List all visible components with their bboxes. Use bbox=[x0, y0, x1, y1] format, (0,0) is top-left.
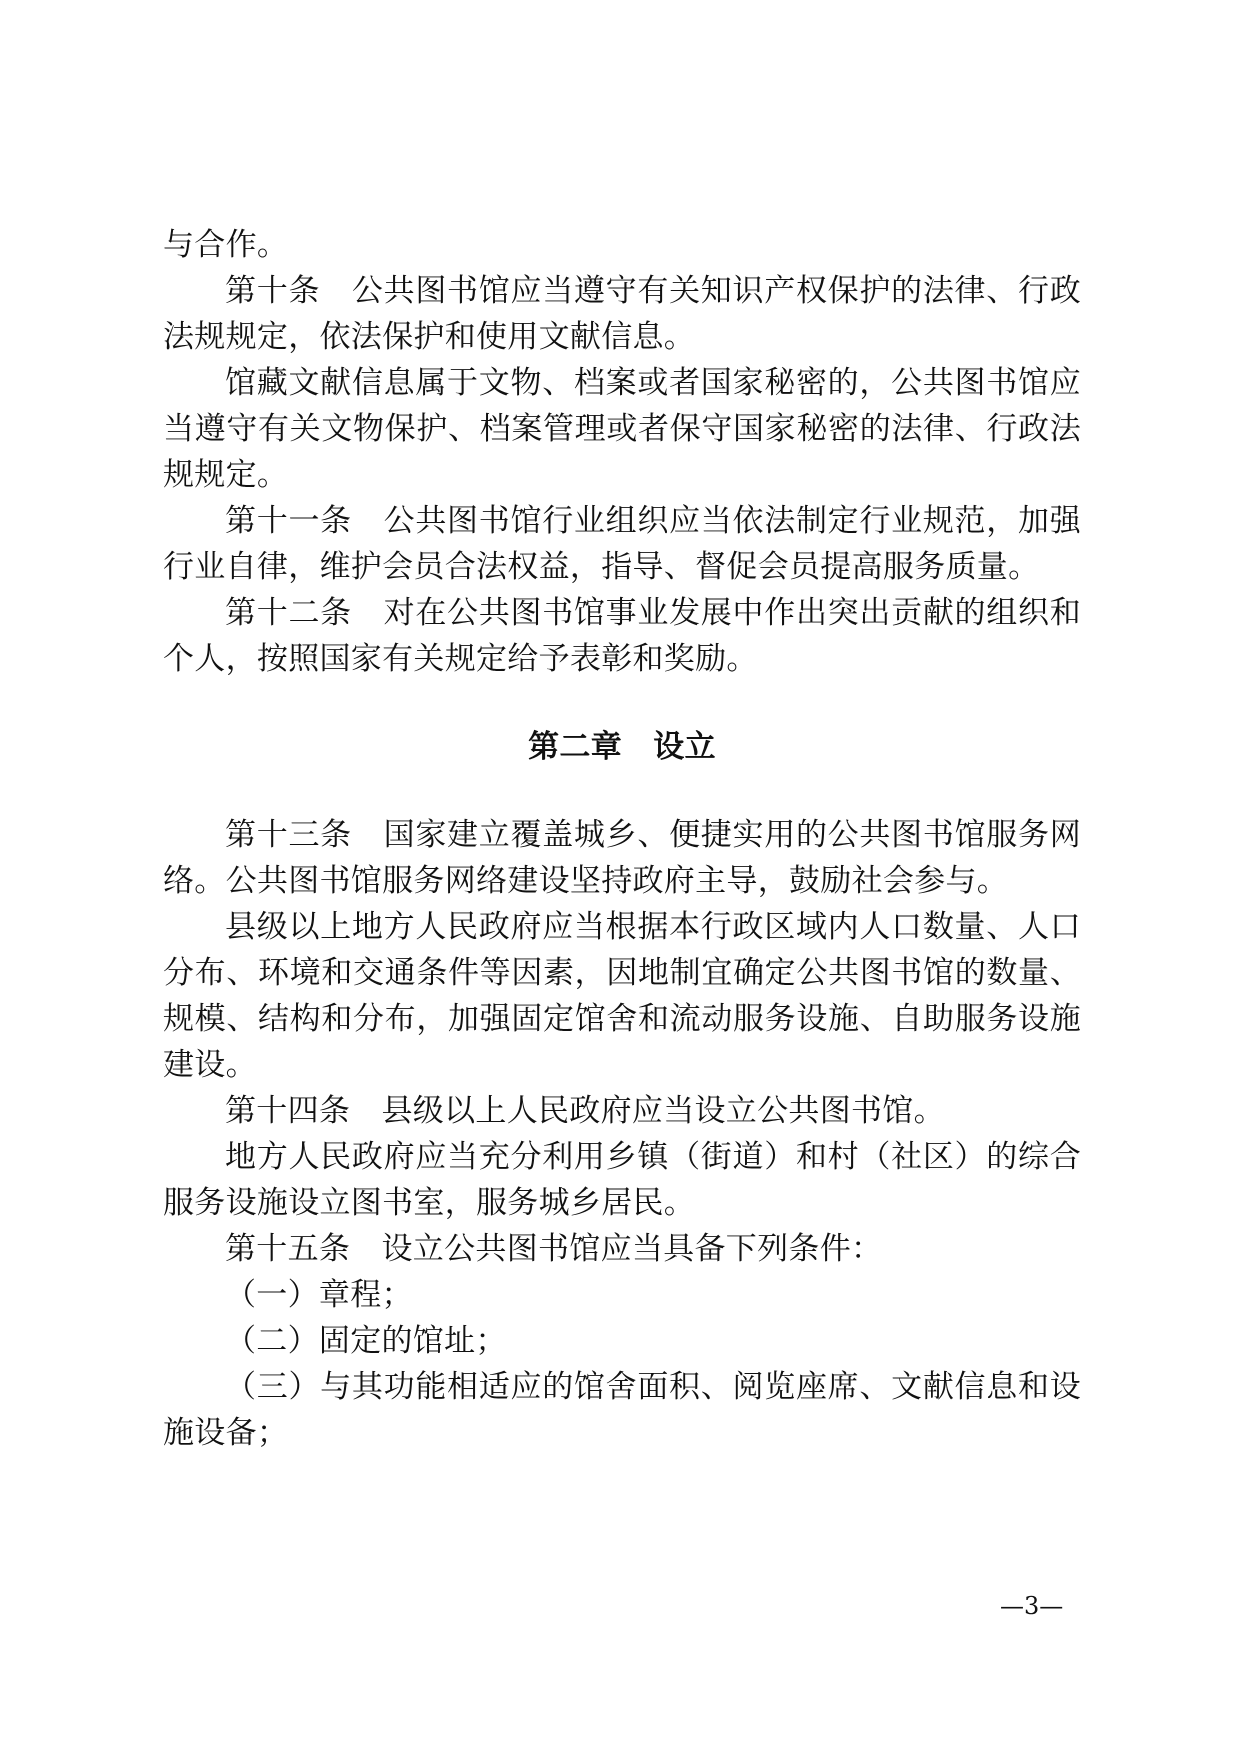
paragraph: （三）与其功能相适应的馆舍面积、阅览座席、文献信息和设施设备； bbox=[163, 1369, 1081, 1451]
paragraph-group-top bbox=[163, 222, 1081, 682]
paragraph: 第十五条 设立公共图书馆应当具备下列条件： bbox=[225, 1231, 883, 1267]
paragraph: （一）章程； bbox=[225, 1277, 413, 1313]
paragraph: 第十一条 公共图书馆行业组织应当依法制定行业规范，加强行业自律，维护会员合法权益，指导、督促会员提高服务质量。 bbox=[163, 503, 1081, 585]
paragraph-group-bottom bbox=[163, 812, 1081, 1456]
paragraph: 与合作。 bbox=[163, 227, 289, 263]
paragraph: 地方人民政府应当充分利用乡镇（街道）和村（社区）的综合服务设施设立图书室，服务城乡居民。 bbox=[163, 1139, 1081, 1221]
document-body bbox=[163, 222, 1081, 1456]
paragraph: 第十四条 县级以上人民政府应当设立公共图书馆。 bbox=[225, 1093, 945, 1129]
chapter-heading: 第二章 设立 bbox=[528, 729, 716, 765]
page-number: —3— bbox=[1000, 1592, 1064, 1620]
paragraph: 县级以上地方人民政府应当根据本行政区域内人口数量、人口分布、环境和交通条件等因素，因地制宜确定公共图书馆的数量、规模、结构和分布，加强固定馆舍和流动服务设施、自助服务设施建设。 bbox=[163, 909, 1081, 1083]
paragraph: （二）固定的馆址； bbox=[225, 1323, 507, 1359]
paragraph: 第十三条 国家建立覆盖城乡、便捷实用的公共图书馆服务网络。公共图书馆服务网络建设坚持政府主导，鼓励社会参与。 bbox=[163, 817, 1081, 899]
paragraph: 第十条 公共图书馆应当遵守有关知识产权保护的法律、行政法规规定，依法保护和使用文献信息。 bbox=[163, 273, 1081, 355]
paragraph: 第十二条 对在公共图书馆事业发展中作出突出贡献的组织和个人，按照国家有关规定给予表彰和奖励。 bbox=[163, 595, 1081, 677]
paragraph: 馆藏文献信息属于文物、档案或者国家秘密的，公共图书馆应当遵守有关文物保护、档案管理或者保守国家秘密的法律、行政法规规定。 bbox=[163, 365, 1081, 493]
